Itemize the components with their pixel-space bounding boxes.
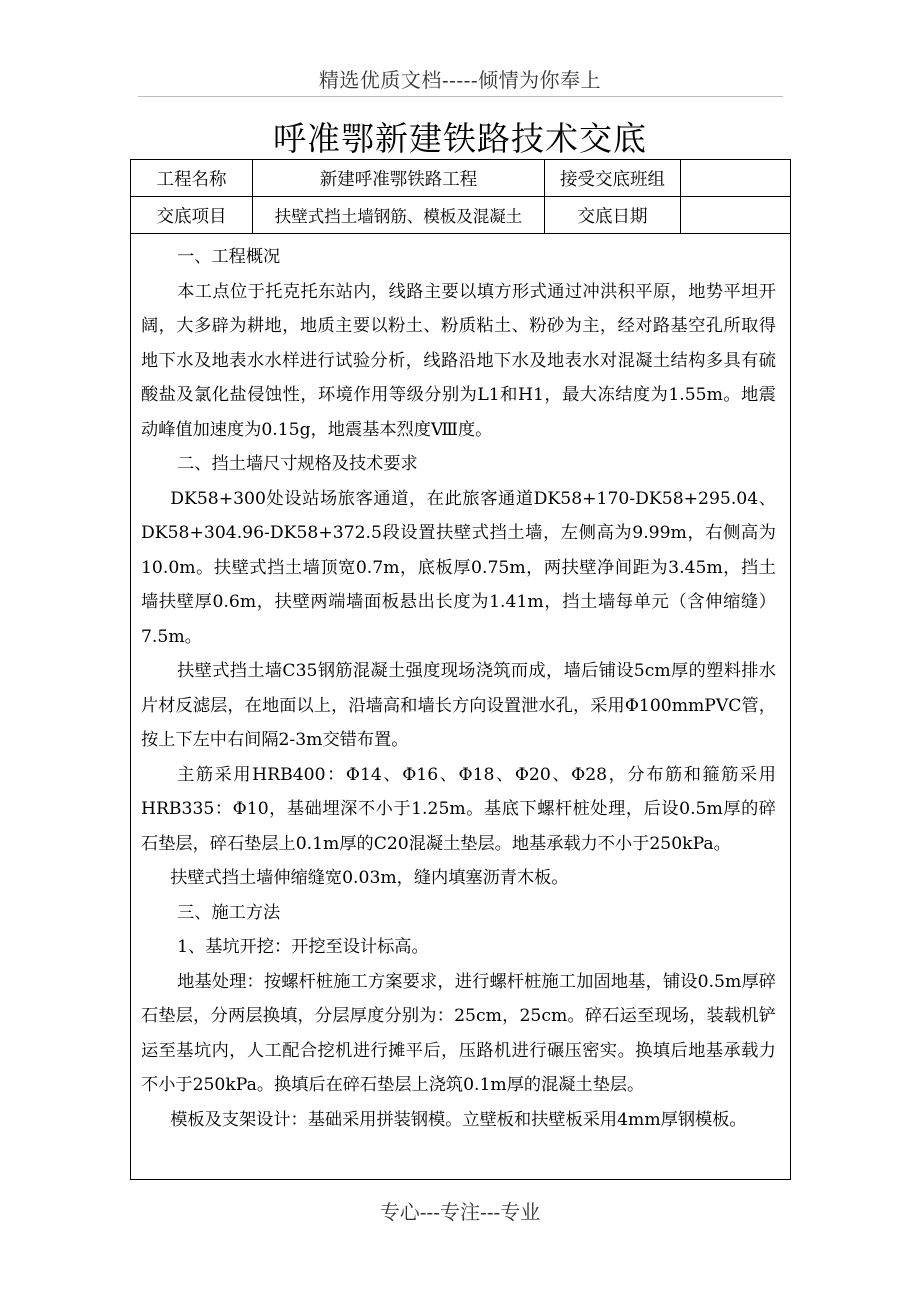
document-title: 呼准鄂新建铁路技术交底 xyxy=(273,119,647,158)
disclosure-content xyxy=(131,234,791,1180)
section-heading: 三、施工方法 xyxy=(177,902,281,923)
paragraph: 扶壁式挡土墙伸缩缝宽0.03m，缝内填塞沥青木板。 xyxy=(170,868,569,888)
page-header: 精选优质文档-----倾情为你奉上 xyxy=(318,68,602,92)
paragraph: 本工点位于托克托东站内，线路主要以填方形式通过冲洪积平原，地势平坦开阔，大多辟为耕地，地质主要以粉土、粉质粘土、粉砂为主，经对路基空孔所取得地下水及地表水水样进行试验分析，线路沿地下水及地表水对混凝土结构多具有硫酸盐及氯化盐侵蚀性，环境作用等级分别为L1和H1，最大冻结度为1.55m。地震动峰值加速度为0.15g，地震基本烈度Ⅷ度。 xyxy=(141,281,776,440)
paragraph: 模板及支架设计：基础采用拼装钢模。立壁板和扶壁板采用4mm厚钢模板。 xyxy=(170,1109,747,1130)
table-row xyxy=(131,197,791,234)
project-name-label: 工程名称 xyxy=(131,160,253,197)
receiving-team-label: 接受交底班组 xyxy=(545,160,681,197)
section-heading: 一、工程概况 xyxy=(177,247,281,267)
disclosure-item-label: 交底项目 xyxy=(131,197,253,234)
disclosure-date-value xyxy=(681,197,791,234)
project-name-value: 新建呼准鄂铁路工程 xyxy=(253,160,545,197)
receiving-team-value xyxy=(681,160,791,197)
disclosure-date-label: 交底日期 xyxy=(545,197,681,234)
paragraph: 1、基坑开挖：开挖至设计标高。 xyxy=(177,937,429,957)
page-footer: 专心---专注---专业 xyxy=(379,1200,541,1224)
disclosure-item-value: 扶壁式挡土墙钢筋、模板及混凝土 xyxy=(253,197,545,234)
paragraph: 地基处理：按螺杆桩施工方案要求，进行螺杆桩施工加固地基，铺设0.5m厚碎石垫层，分两层换填，分层厚度分别为：25cm，25cm。碎石运至现场，装载机铲运至基坑内，人工配合挖机进行摊平后，压路机进行碾压密实。换填后地基承载力不小于250kPa。换填后在碎石垫层上浇筑0.1m厚的混凝土垫层。 xyxy=(141,971,776,1095)
paragraph: DK58+300处设站场旅客通道，在此旅客通道DK58+170-DK58+295.04、DK58+304.96-DK58+372.5段设置扶壁式挡土墙，左侧高为9.99m，右侧高为10.0m。扶壁式挡土墙顶宽0.7m，底板厚0.75m，两扶壁净间距为3.45m，挡土墙扶壁厚0.6m，扶壁两端墙面板悬出长度为1.41m，挡土墙每单元（含伸缩缝）7.5m。 xyxy=(141,488,776,647)
table-row xyxy=(131,234,791,1180)
section-heading: 二、挡土墙尺寸规格及技术要求 xyxy=(177,454,418,474)
paragraph: 主筋采用HRB400：Φ14、Φ16、Φ18、Φ20、Φ28，分布筋和箍筋采用HRB335：Φ10，基础埋深不小于1.25m。基底下螺杆桩处理，后设0.5m厚的碎石垫层，碎石垫层上0.1m厚的C20混凝土垫层。地基承载力不小于250kPa。 xyxy=(141,764,776,854)
paragraph: 扶壁式挡土墙C35钢筋混凝土强度现场浇筑而成，墙后铺设5cm厚的塑料排水片材反滤层，在地面以上，沿墙高和墙长方向设置泄水孔，采用Φ100mmPVC管，按上下左中右间隔2-3m交错布置。 xyxy=(141,661,776,750)
header-divider xyxy=(138,96,783,97)
disclosure-table xyxy=(130,159,791,1180)
table-row xyxy=(131,160,791,197)
